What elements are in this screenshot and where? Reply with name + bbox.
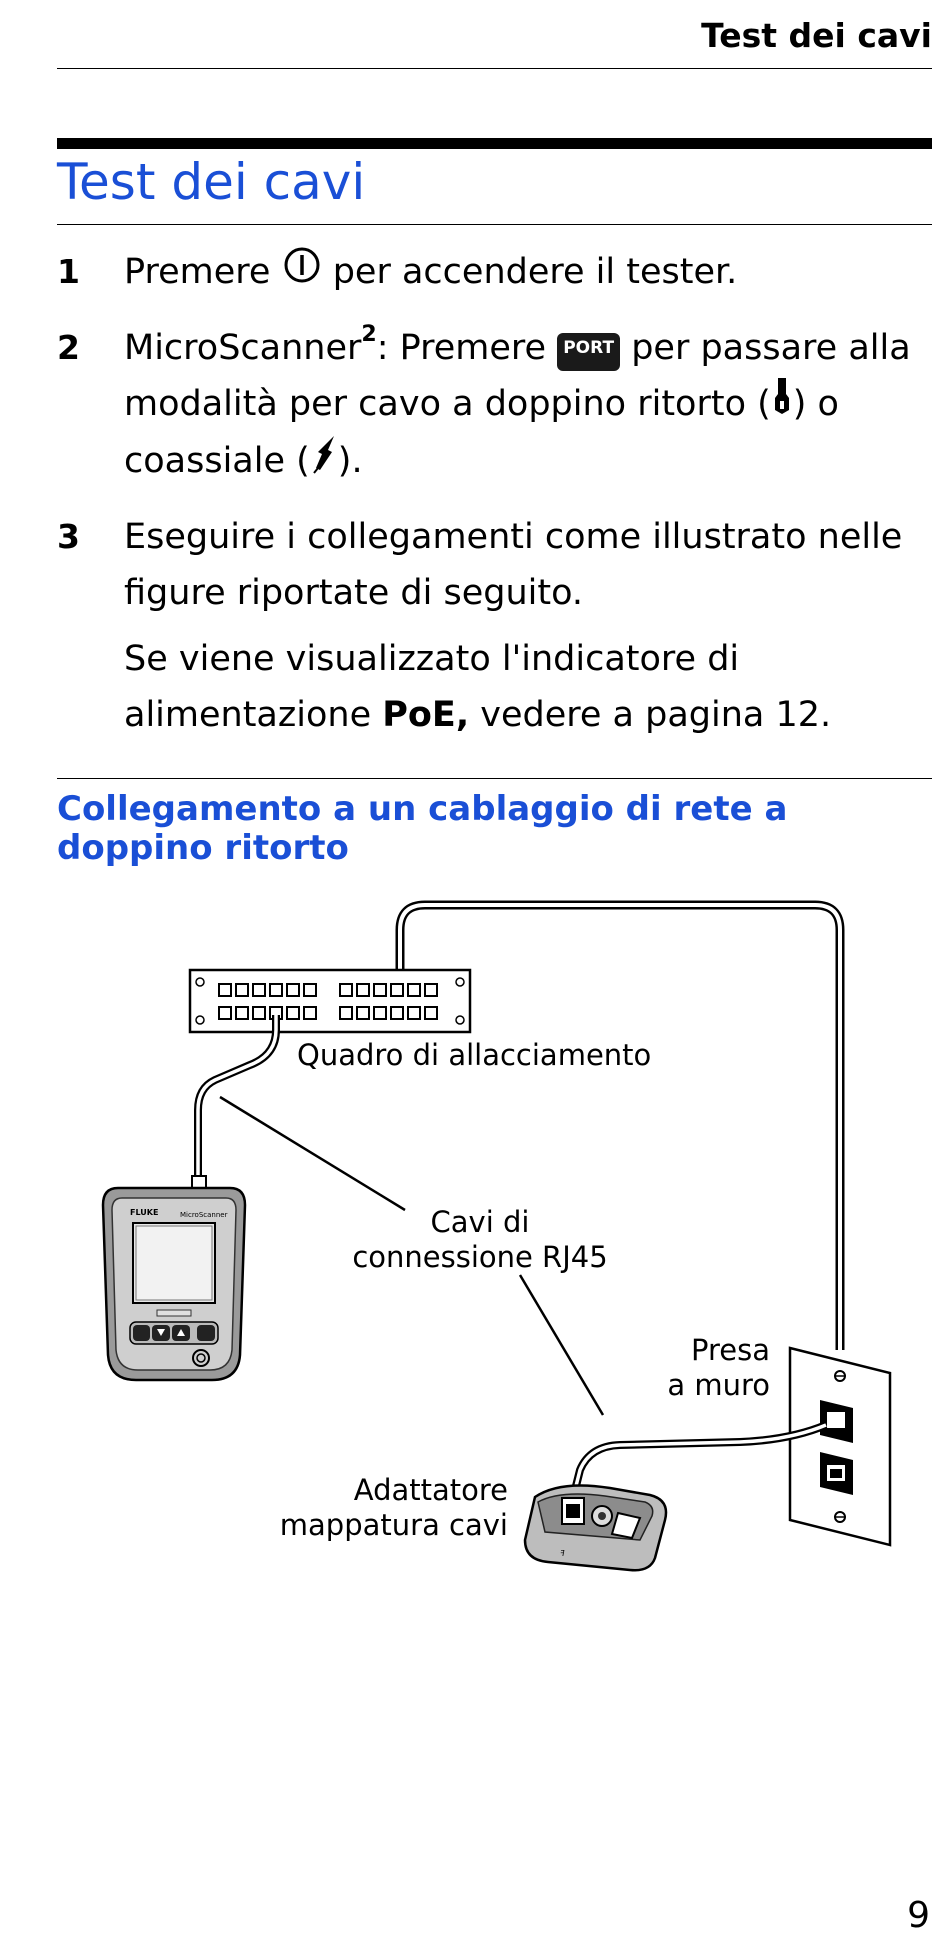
section-heading: Collegamento a un cablaggio di rete a doppino ritorto [57,789,788,868]
connection-diagram [0,880,950,1600]
step-text: per accendere il tester. [332,252,738,292]
svg-text:ꟻ: ꟻ [560,1549,565,1558]
power-icon [282,245,322,302]
poe-note [124,631,937,743]
port-key-icon: PORT [557,333,620,371]
poe-label: PoE, [382,694,470,735]
footnote-marker: 2 [361,321,377,347]
step-text: ) o coassiale ( [124,383,839,481]
running-header-title: Test dei cavi [701,16,932,55]
step-1 [57,244,937,302]
page-title: Test dei cavi [57,153,366,211]
wiremap-adapter-label: Adattatore mappatura cavi [279,1473,508,1542]
step-number: 1 [57,252,80,291]
twisted-pair-icon [771,376,793,433]
step-text: ). [337,441,363,481]
device-logo: FLUKE [130,1208,159,1217]
step-text: Eseguire i collegamenti come illustrato nelle figure riportate di seguito. [124,516,903,613]
step-number: 2 [57,327,80,367]
step-text: Premere [124,252,271,292]
step-text: MicroScanner [124,327,362,368]
steps-list [57,244,937,761]
note-text: Se viene visualizzato l'indicatore di alimentazione [124,638,740,735]
note-text: vedere a pagina 12. [469,694,832,735]
title-underline-rule [57,224,932,225]
step-3 [57,509,937,743]
title-bar-rule [57,138,932,149]
step-text: : Premere [376,327,547,368]
coax-icon [310,434,338,491]
wall-outlet-label: Presa a muro [667,1333,770,1402]
wall-outlet [790,1348,890,1545]
device-model: MicroScanner [180,1211,228,1219]
section-rule [57,778,932,779]
patch-panel-label: Quadro di allacciamento [297,1038,652,1072]
microscanner-tester [103,1176,245,1380]
patch-panel [190,970,470,1032]
wiremap-adapter [525,1485,666,1570]
step-2 [57,320,937,491]
step-text: per passare alla modalità per cavo a doppino ritorto ( [124,327,911,424]
patch-cords-label: Cavi di connessione RJ45 [352,1205,608,1274]
header-rule [57,68,932,69]
step-number: 3 [57,516,80,556]
page-number: 9 [907,1895,930,1936]
